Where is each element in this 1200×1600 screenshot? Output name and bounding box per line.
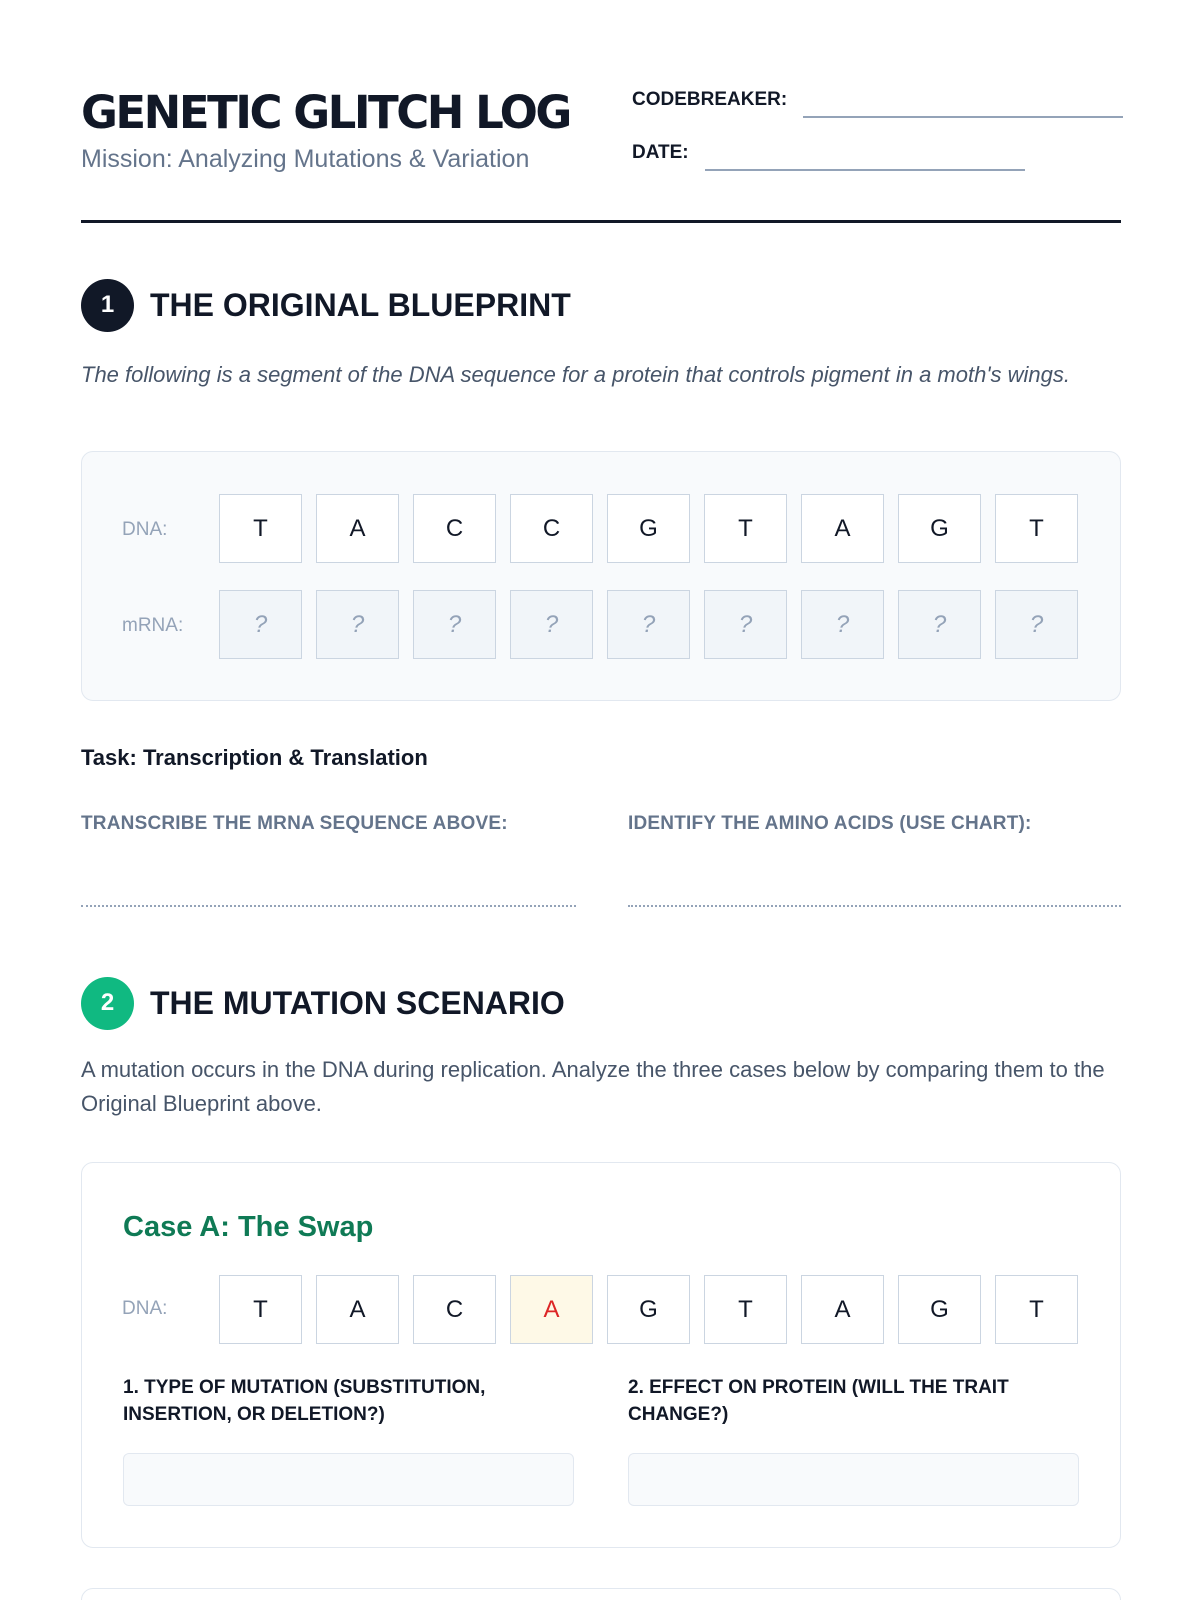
section-1-title: THE ORIGINAL BLUEPRINT [150,286,571,323]
mutated-dna-base: A [510,1275,593,1344]
dna-base: A [801,1275,884,1344]
case-a-answer-1[interactable] [123,1453,574,1506]
case-a-card [81,1162,1121,1548]
mrna-base-blank[interactable]: ? [607,590,690,659]
dna-base: G [607,494,690,563]
dna-base: C [413,1275,496,1344]
mrna-base-blank[interactable]: ? [704,590,787,659]
case-a-dna-label: DNA: [122,1298,168,1319]
dna-base: G [898,1275,981,1344]
section-2-title: THE MUTATION SCENARIO [150,984,565,1021]
date-field[interactable] [705,169,1025,171]
dna-base: A [316,494,399,563]
section-2-description: A mutation occurs in the DNA during replication. Analyze the three cases below by comparing them to the Original Blueprint above. [81,1057,1105,1116]
header-divider [81,220,1121,223]
page-title: GENETIC GLITCH LOG [81,86,570,139]
mrna-base-blank[interactable]: ? [801,590,884,659]
mrna-sequence [219,590,1092,659]
codebreaker-field[interactable] [803,116,1123,118]
dna-base: C [413,494,496,563]
mrna-row-label: mRNA: [122,615,184,636]
dna-base: T [704,1275,787,1344]
dna-base: A [316,1275,399,1344]
mrna-base-blank[interactable]: ? [316,590,399,659]
dna-base: T [995,1275,1078,1344]
identify-label: IDENTIFY THE AMINO ACIDS (USE CHART): [628,813,1032,834]
section-1-badge: 1 [81,279,134,332]
dna-base: G [898,494,981,563]
dna-sequence [219,494,1092,563]
case-a-dna-sequence [219,1275,1092,1344]
task-heading: Task: Transcription & Translation [81,745,428,770]
case-a-title: Case A: The Swap [123,1211,374,1243]
dna-row-label: DNA: [122,519,168,540]
dna-base: T [995,494,1078,563]
identify-answer-line[interactable] [628,905,1121,907]
case-b-card-partial [81,1588,1121,1600]
transcribe-label: TRANSCRIBE THE MRNA SEQUENCE ABOVE: [81,813,508,834]
mrna-base-blank[interactable]: ? [510,590,593,659]
sequence-panel [81,451,1121,701]
mrna-base-blank[interactable]: ? [995,590,1078,659]
mrna-base-blank[interactable]: ? [219,590,302,659]
page-subtitle: Mission: Analyzing Mutations & Variation [81,145,530,173]
mrna-base-blank[interactable]: ? [898,590,981,659]
section-1-heading [81,278,571,332]
case-a-question-1: 1. TYPE OF MUTATION (SUBSTITUTION, INSERTION, OR DELETION?) [123,1377,486,1425]
mrna-base-blank[interactable]: ? [413,590,496,659]
section-2-heading [81,976,565,1030]
section-1-intro: The following is a segment of the DNA sequence for a protein that controls pigment in a moth's wings. [81,362,1071,387]
case-a-answer-2[interactable] [628,1453,1079,1506]
dna-base: T [219,1275,302,1344]
case-a-question-2: 2. EFFECT ON PROTEIN (WILL THE TRAIT CHANGE?) [628,1377,1009,1425]
dna-base: T [219,494,302,563]
transcribe-answer-line[interactable] [81,905,576,907]
codebreaker-label: CODEBREAKER: [632,89,788,110]
dna-base: T [704,494,787,563]
dna-base: G [607,1275,690,1344]
dna-base: C [510,494,593,563]
date-label: DATE: [632,142,689,163]
section-2-badge: 2 [81,977,134,1030]
dna-base: A [801,494,884,563]
header [81,82,1121,222]
